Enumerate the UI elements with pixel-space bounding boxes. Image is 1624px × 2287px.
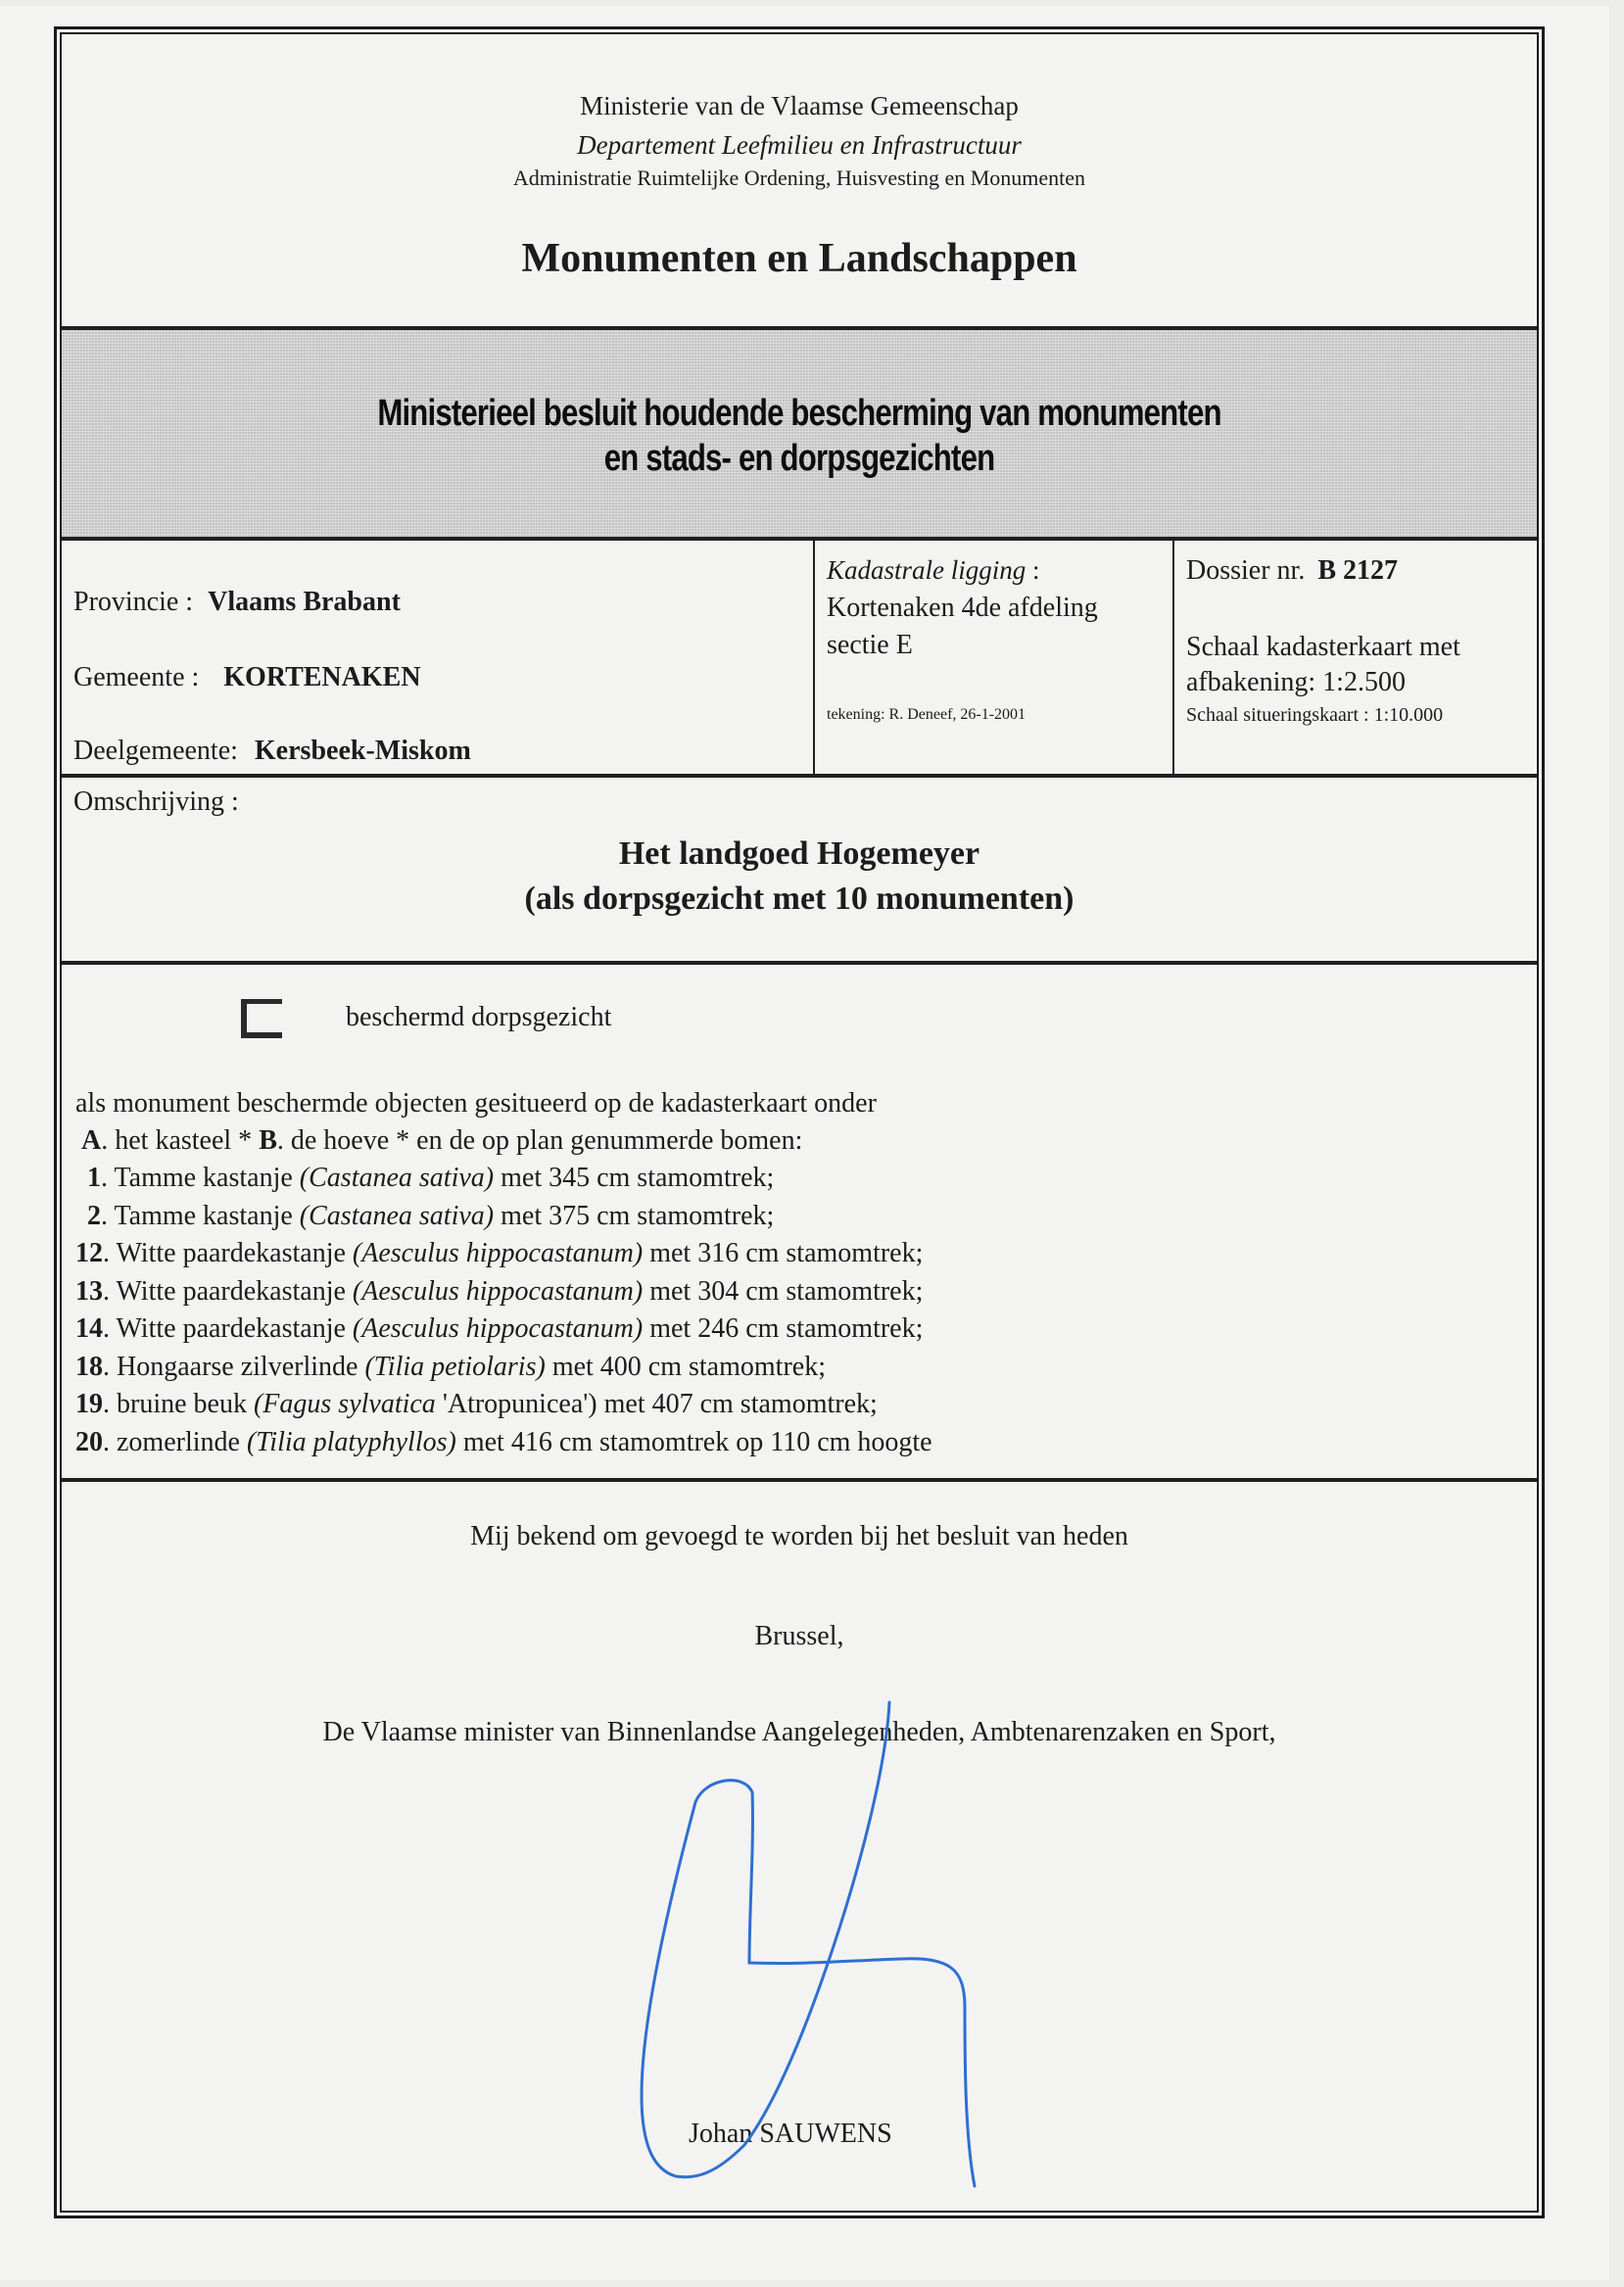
description-subtitle: (als dorpsgezicht met 10 monumenten) (524, 881, 1075, 917)
tree-name: . Tamme kastanje (101, 1163, 300, 1193)
department-name: Departement Leefmilieu en Infrastructuur (577, 130, 1022, 160)
tree-latin-name: (Aesculus hippocastanum) (352, 1313, 644, 1344)
tree-number: 14 (75, 1313, 103, 1344)
tree-name: . bruine beuk (103, 1389, 254, 1419)
tree-number: 1 (87, 1163, 101, 1193)
signature-stroke (642, 1702, 975, 2186)
drawing-credit: tekening: R. Deneef, 26-1-2001 (827, 706, 1027, 723)
objects-intro: als monument beschermde objecten gesitueerd op de kadasterkaart onder (75, 1088, 877, 1119)
description-title: Het landgoed Hogemeyer (618, 835, 980, 872)
tree-details: met 375 cm stamomtrek; (494, 1200, 775, 1231)
decree-title-line1: Ministerieel besluit houdende bescherming van monumenten (377, 393, 1221, 434)
tree-number: 12 (75, 1238, 103, 1268)
tree-latin-name: (Castanea sativa) (299, 1200, 495, 1231)
tree-number: 19 (75, 1389, 103, 1419)
dossier-label: Dossier nr. (1186, 555, 1306, 586)
scale-situering: Schaal situeringskaart : 1:10.000 (1186, 704, 1444, 726)
tree-name: . Hongaarse zilverlinde (103, 1351, 365, 1382)
tree-latin-name: (Tilia petiolaris) (364, 1351, 546, 1382)
tree-latin-name: (Castanea sativa) (299, 1163, 495, 1193)
kadastrale-colon: : (1026, 555, 1040, 585)
provincie-label: Provincie : (73, 587, 194, 617)
object-a-text: . het kasteel * (101, 1125, 260, 1156)
tree-name: . Witte paardekastanje (103, 1313, 353, 1344)
tree-number: 20 (75, 1426, 103, 1457)
dossier-number: B 2127 (1317, 555, 1399, 586)
tree-name: . Tamme kastanje (101, 1200, 300, 1231)
place: Brussel, (754, 1621, 844, 1651)
tree-details: met 345 cm stamomtrek; (494, 1163, 775, 1193)
tree-latin-name: (Tilia platyphyllos) (246, 1426, 456, 1457)
statement: Mij bekend om gevoegd te worden bij het besluit van heden (470, 1521, 1128, 1551)
agency-title: Monumenten en Landschappen (521, 236, 1077, 281)
omschrijving-label: Omschrijving : (73, 786, 239, 817)
scale-cadastral-line2: afbakening: 1:2.500 (1186, 667, 1406, 697)
tree-number: 13 (75, 1275, 103, 1307)
object-b-letter: B (259, 1125, 277, 1156)
tree-details: met 246 cm stamomtrek; (643, 1313, 924, 1344)
deelgemeente-value: Kersbeek-Miskom (254, 736, 471, 766)
object-b-text: . de hoeve * en de op plan genummerde bomen: (276, 1125, 803, 1156)
kadastrale-line1: Kortenaken 4de afdeling (827, 593, 1098, 623)
tree-details: 'Atropunicea') met 407 cm stamomtrek; (435, 1389, 878, 1419)
ministry-name: Ministerie van de Vlaamse Gemeenschap (580, 91, 1019, 120)
tree-name: . Witte paardekastanje (103, 1238, 353, 1268)
gemeente-label: Gemeente : (73, 662, 200, 692)
decree-title-line2: en stads- en dorpsgezichten (603, 438, 995, 479)
tree-details: met 316 cm stamomtrek; (643, 1238, 924, 1268)
deelgemeente-label: Deelgemeente: (73, 736, 238, 766)
administration-name: Administratie Ruimtelijke Ordening, Huisvesting en Monumenten (512, 166, 1086, 190)
kadastrale-line2: sectie E (827, 630, 913, 660)
tree-latin-name: (Aesculus hippocastanum) (352, 1275, 644, 1307)
minister-title: De Vlaamse minister van Binnenlandse Aangelegenheden, Ambtenarenzaken en Sport, (322, 1717, 1276, 1747)
tree-details: met 416 cm stamomtrek op 110 cm hoogte (455, 1426, 932, 1457)
provincie-value: Vlaams Brabant (208, 587, 401, 617)
signatory-name: Johan SAUWENS (689, 2119, 892, 2149)
tree-number: 18 (75, 1351, 103, 1382)
tree-number: 2 (87, 1200, 101, 1231)
tree-name: . Witte paardekastanje (103, 1275, 353, 1307)
legend-label: beschermd dorpsgezicht (346, 1002, 612, 1032)
tree-name: . zomerlinde (103, 1426, 247, 1457)
kadastrale-label: Kadastrale ligging (827, 555, 1027, 585)
scale-cadastral-line1: Schaal kadasterkaart met (1186, 632, 1460, 662)
tree-details: met 400 cm stamomtrek; (545, 1351, 826, 1382)
tree-latin-name: (Aesculus hippocastanum) (352, 1238, 644, 1268)
tree-details: met 304 cm stamomtrek; (643, 1275, 924, 1307)
tree-latin-name: (Fagus sylvatica (253, 1389, 436, 1419)
object-a-letter: A (81, 1125, 102, 1156)
gemeente-value: KORTENAKEN (223, 662, 421, 692)
